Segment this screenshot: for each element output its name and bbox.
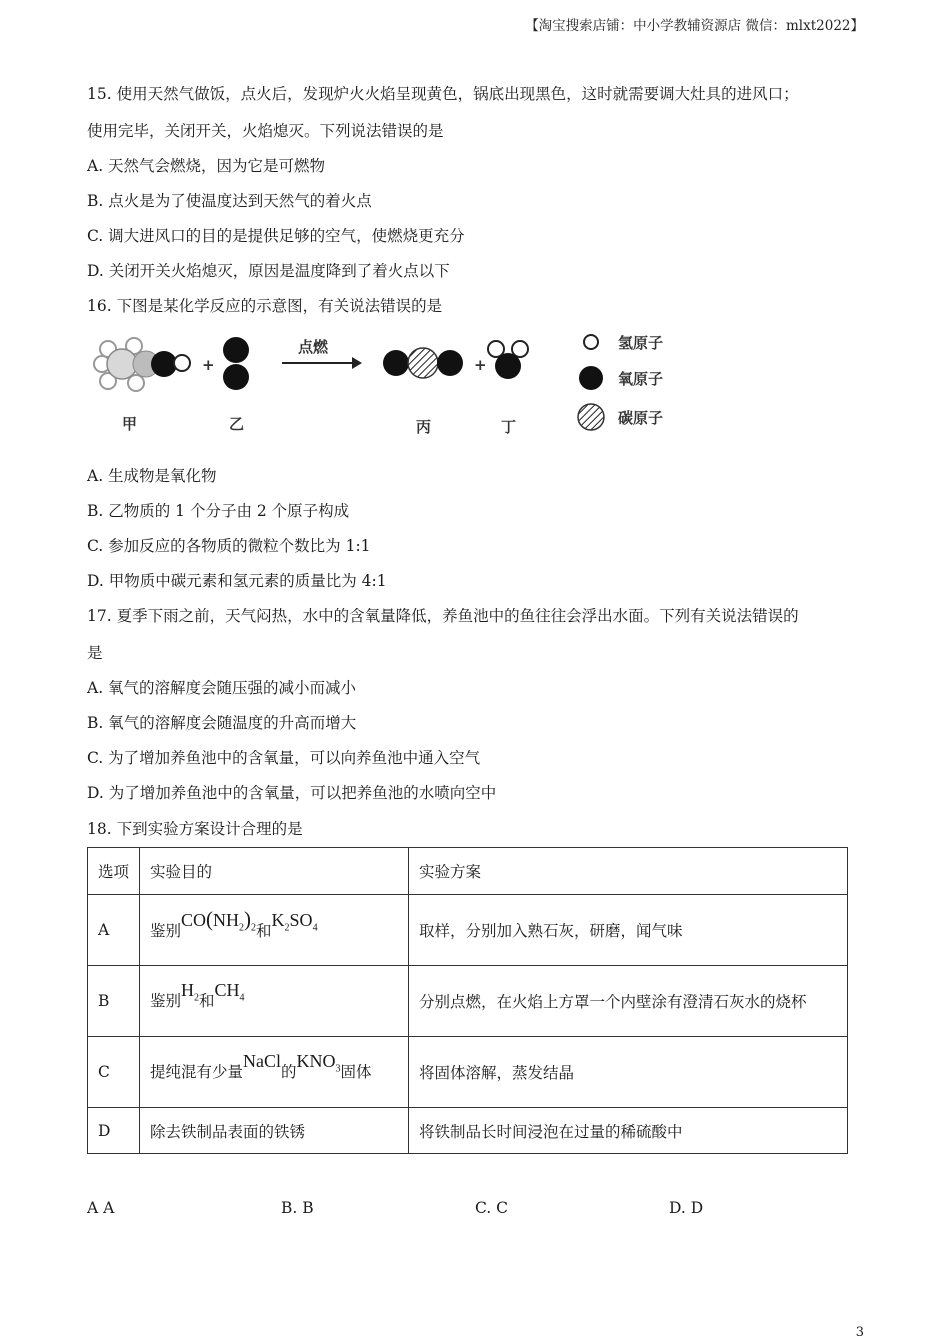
row-option: A: [88, 895, 140, 966]
q17-option-d: D. 为了增加养鱼池中的含氧量，可以把养鱼池的水喷向空中: [87, 784, 497, 802]
legend-carbon-label: 碳原子: [618, 409, 664, 427]
legend-oxygen-label: 氧原子: [618, 370, 664, 388]
legend-oxygen: [579, 366, 663, 390]
table-row: [88, 1037, 848, 1108]
molecule-bing: [383, 348, 463, 378]
answer-choice-d: D. D: [669, 1199, 704, 1217]
table-row: [88, 895, 848, 966]
row-plan: 取样，分别加入熟石灰，研磨，闻气味: [409, 895, 848, 966]
row-purpose: 鉴别$H_2$和$CH_4$: [140, 966, 409, 1037]
row-purpose: 提纯混有少量NaCl的$KNO_3$固体: [140, 1037, 409, 1108]
q15-stem-line2: 使用完毕，关闭开关，火焰熄灭。下列说法错误的是: [87, 122, 444, 140]
q16-option-b: B. 乙物质的 1 个分子由 2 个原子构成: [87, 502, 350, 520]
header-option: 选项: [88, 848, 140, 895]
row-option: D: [88, 1108, 140, 1154]
header-plan: 实验方案: [409, 848, 848, 895]
table-row: [88, 1108, 848, 1154]
q18-stem: 18. 下到实验方案设计合理的是: [87, 820, 303, 838]
reaction-arrow: [282, 357, 362, 369]
label-jia: 甲: [122, 415, 138, 433]
molecule-yi: [223, 337, 249, 390]
q16-option-a: A. 生成物是氧化物: [87, 467, 217, 485]
row-option: B: [88, 966, 140, 1037]
row-plan: 将固体溶解，蒸发结晶: [409, 1037, 848, 1108]
label-ding: 丁: [501, 418, 517, 436]
formula-potassium-nitrate: $KNO_3$: [296, 1050, 341, 1075]
q16-option-c: C. 参加反应的各物质的微粒个数比为 1:1: [87, 537, 371, 555]
q16-option-d: D. 甲物质中碳元素和氢元素的质量比为 4:1: [87, 572, 387, 590]
answer-choice-c: C. C: [475, 1199, 509, 1217]
formula-methane: $CH_4$: [214, 979, 245, 1004]
legend-carbon: [578, 404, 663, 430]
label-bing: 丙: [416, 418, 432, 436]
formula-sodium-chloride: NaCl: [243, 1050, 282, 1071]
plus-sign-1: +: [202, 356, 215, 374]
q15-option-c: C. 调大进风口的目的是提供足够的空气，使燃烧更充分: [87, 227, 465, 245]
q17-stem-line1: 17. 夏季下雨之前，天气闷热，水中的含氧量降低，养鱼池中的鱼往往会浮出水面。下列有关说法错误的: [87, 607, 799, 625]
row-plan: 将铁制品长时间浸泡在过量的稀硫酸中: [409, 1108, 848, 1154]
q17-option-a: A. 氧气的溶解度会随压强的减小而减小: [87, 679, 357, 697]
experiment-table: [87, 847, 848, 1154]
reaction-diagram: [86, 326, 686, 446]
q15-option-b: B. 点火是为了使温度达到天然气的着火点: [87, 192, 372, 210]
row-option: C: [88, 1037, 140, 1108]
q17-option-c: C. 为了增加养鱼池中的含氧量，可以向养鱼池中通入空气: [87, 749, 481, 767]
q15-option-a: A. 天然气会燃烧，因为它是可燃物: [87, 157, 326, 175]
q15-option-d: D. 关闭开关火焰熄灭，原因是温度降到了着火点以下: [87, 262, 450, 280]
row-purpose: 除去铁制品表面的铁锈: [140, 1108, 409, 1154]
plus-sign-2: +: [474, 356, 487, 374]
formula-potassium-sulfate: $K_2SO_4$: [271, 909, 318, 934]
formula-hydrogen: $H_2$: [181, 979, 200, 1004]
table-row: [88, 966, 848, 1037]
q16-stem: 16. 下图是某化学反应的示意图，有关说法错误的是: [87, 297, 443, 315]
table-header-row: [88, 848, 848, 895]
row-plan: 分别点燃，在火焰上方罩一个内壁涂有澄清石灰水的烧杯: [409, 966, 848, 1037]
molecule-ding: [488, 341, 528, 379]
page-header: 【淘宝搜索店铺：中小学教辅资源店 微信：mlxt2022】: [525, 18, 864, 34]
row-purpose: 鉴别$CO(NH_2)_2$和$K_2SO_4$: [140, 895, 409, 966]
q15-stem-line1: 15. 使用天然气做饭，点火后，发现炉火火焰呈现黄色，锅底出现黑色，这时就需要调大灶具的进风口；: [87, 85, 799, 103]
answer-choice-a: A A: [87, 1199, 115, 1217]
header-purpose: 实验目的: [140, 848, 409, 895]
answer-choice-b: B. B: [281, 1199, 314, 1217]
q17-stem-line2: 是: [87, 644, 103, 662]
molecule-jia: [94, 338, 190, 391]
label-yi: 乙: [229, 415, 245, 433]
legend-hydrogen: [584, 334, 663, 352]
formula-urea: $CO(NH_2)_2$: [181, 906, 257, 934]
legend-hydrogen-label: 氢原子: [618, 334, 664, 352]
q17-option-b: B. 氧气的溶解度会随温度的升高而增大: [87, 714, 357, 732]
condition-ignite: 点燃: [298, 338, 329, 356]
page-number: 3: [855, 1325, 864, 1340]
